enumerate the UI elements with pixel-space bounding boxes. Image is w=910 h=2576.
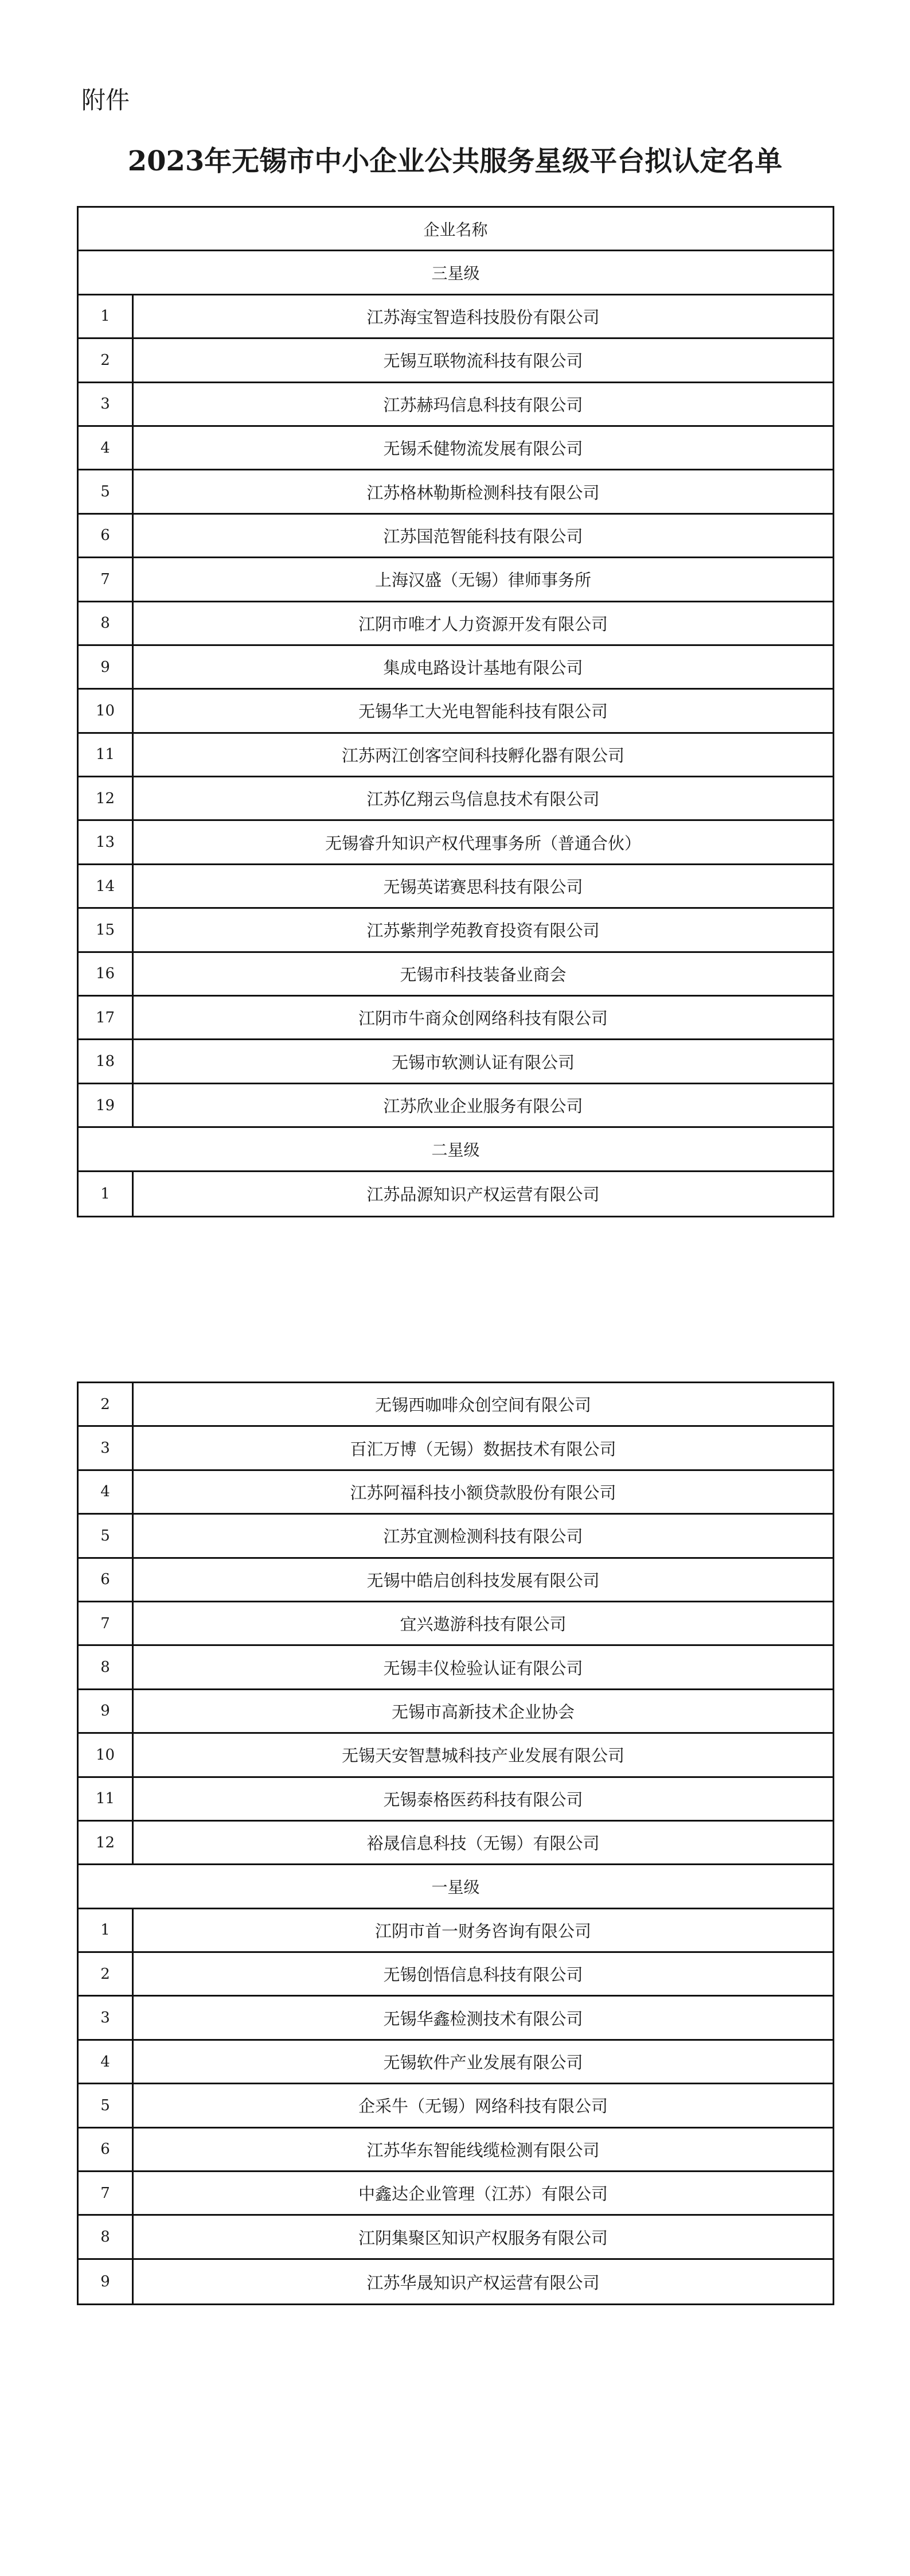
section-title: 一星级 (431, 1877, 480, 1897)
table-row (79, 1734, 833, 1777)
row-number: 8 (79, 602, 134, 644)
company-name: 江苏欣业企业服务有限公司 (383, 1096, 583, 1116)
row-number: 2 (79, 1953, 134, 1995)
row-number: 3 (79, 383, 134, 425)
row-number: 7 (79, 1602, 134, 1644)
row-number: 12 (79, 777, 134, 819)
table-row (79, 953, 833, 997)
company-name: 无锡市科技装备业商会 (400, 964, 567, 985)
company-name: 江苏品源知识产权运营有限公司 (366, 1185, 600, 1205)
row-number: 12 (79, 1822, 134, 1863)
company-name: 江苏阿福科技小额贷款股份有限公司 (350, 1482, 616, 1503)
table-row (79, 2216, 833, 2259)
table-row (79, 865, 833, 909)
table-row (79, 1646, 833, 1690)
company-name: 无锡软件产业发展有限公司 (383, 2053, 583, 2073)
company-name: 无锡创悟信息科技有限公司 (383, 1965, 583, 1985)
table-row (79, 515, 833, 558)
table-row (79, 2041, 833, 2084)
row-number: 1 (79, 295, 134, 337)
company-name: 江阴市牛商众创网络科技有限公司 (358, 1009, 608, 1029)
table-row (79, 1953, 833, 1997)
row-number: 10 (79, 690, 134, 731)
row-number: 4 (79, 1471, 134, 1513)
table-row (79, 1515, 833, 1558)
company-name: 江苏格林勒斯检测科技有限公司 (366, 482, 600, 503)
table-row (79, 602, 833, 646)
company-name: 江阴市唯才人力资源开发有限公司 (358, 614, 608, 634)
row-number: 9 (79, 1690, 134, 1732)
column-header-company-name: 企业名称 (423, 220, 488, 239)
company-name: 江阴集聚区知识产权服务有限公司 (358, 2228, 608, 2248)
row-number: 19 (79, 1084, 134, 1126)
company-name: 无锡市高新技术企业协会 (391, 1702, 575, 1722)
company-name: 集成电路设计基地有限公司 (383, 658, 583, 678)
section-title: 二星级 (431, 1140, 480, 1159)
row-number: 8 (79, 1646, 134, 1688)
company-name: 无锡睿升知识产权代理事务所（普通合伙） (325, 833, 641, 853)
row-number: 1 (79, 1172, 134, 1216)
row-number: 6 (79, 1559, 134, 1601)
table-row (79, 690, 833, 733)
row-number: 13 (79, 821, 134, 863)
table-row (79, 1997, 833, 2040)
table-row (79, 1778, 833, 1822)
table-row (79, 2172, 833, 2216)
annex-label: 附件 (81, 86, 130, 114)
row-number: 11 (79, 734, 134, 776)
table-row (79, 1690, 833, 1734)
table-row (79, 734, 833, 777)
table-row (79, 2084, 833, 2128)
table-row (79, 1084, 833, 1128)
table-row (79, 1559, 833, 1602)
table-row (79, 1040, 833, 1084)
table-row (79, 1172, 833, 1216)
row-number: 17 (79, 997, 134, 1038)
company-name: 江苏赫玛信息科技有限公司 (383, 395, 583, 415)
table-row (79, 909, 833, 952)
row-number: 9 (79, 2260, 134, 2303)
company-name: 宜兴遨游科技有限公司 (400, 1614, 567, 1635)
table-row (79, 997, 833, 1040)
row-number: 4 (79, 427, 134, 469)
table-row (79, 646, 833, 690)
document-title: 2023年无锡市中小企业公共服务星级平台拟认定名单 (127, 145, 783, 177)
company-name: 江苏亿翔云鸟信息技术有限公司 (366, 789, 600, 810)
company-name: 无锡泰格医药科技有限公司 (383, 1789, 583, 1810)
company-name: 江阴市首一财务咨询有限公司 (374, 1921, 591, 1941)
company-name: 裕晟信息科技（无锡）有限公司 (366, 1834, 600, 1854)
company-name: 无锡西咖啡众创空间有限公司 (374, 1395, 591, 1415)
section-header-row (79, 251, 833, 295)
company-name: 无锡英诺赛思科技有限公司 (383, 877, 583, 897)
row-number: 16 (79, 953, 134, 995)
company-name: 江苏华晟知识产权运营有限公司 (366, 2273, 600, 2293)
company-name: 江苏国范智能科技有限公司 (383, 526, 583, 546)
table-row (79, 470, 833, 514)
company-name: 江苏紫荆学苑教育投资有限公司 (366, 921, 600, 941)
table-row (79, 427, 833, 470)
section-header-row (79, 1128, 833, 1172)
row-number: 7 (79, 2172, 134, 2214)
row-number: 11 (79, 1778, 134, 1820)
table-row (79, 1909, 833, 1953)
row-number: 9 (79, 646, 134, 688)
company-name: 企采牛（无锡）网络科技有限公司 (358, 2096, 608, 2116)
row-number: 7 (79, 558, 134, 600)
row-number: 5 (79, 470, 134, 512)
table-row (79, 2260, 833, 2303)
company-name: 上海汉盛（无锡）律师事务所 (374, 570, 591, 590)
row-number: 10 (79, 1734, 134, 1776)
table-row (79, 777, 833, 821)
company-name: 中鑫达企业管理（江苏）有限公司 (358, 2184, 608, 2204)
company-name: 江苏两江创客空间科技孵化器有限公司 (341, 745, 624, 765)
company-list-table-page-1 (77, 206, 834, 1217)
row-number: 14 (79, 865, 134, 907)
row-number: 2 (79, 339, 134, 381)
company-name: 无锡中皓启创科技发展有限公司 (366, 1570, 600, 1590)
table-row (79, 558, 833, 602)
row-number: 2 (79, 1383, 134, 1425)
table-row (79, 295, 833, 339)
row-number: 5 (79, 1515, 134, 1557)
table-row (79, 1602, 833, 1646)
company-name: 无锡华工大光电智能科技有限公司 (358, 702, 608, 722)
table-row (79, 1822, 833, 1865)
company-name: 江苏华东智能线缆检测有限公司 (366, 2140, 600, 2160)
row-number: 3 (79, 1427, 134, 1469)
company-name: 无锡禾健物流发展有限公司 (383, 439, 583, 459)
company-name: 百汇万博（无锡）数据技术有限公司 (350, 1439, 616, 1459)
row-number: 3 (79, 1997, 134, 2038)
company-name: 无锡市软测认证有限公司 (391, 1052, 575, 1072)
row-number: 15 (79, 909, 134, 951)
company-name: 无锡华鑫检测技术有限公司 (383, 2009, 583, 2029)
table-row (79, 339, 833, 383)
company-name: 江苏宜测检测科技有限公司 (383, 1527, 583, 1547)
table-header-row (79, 208, 833, 251)
table-row (79, 1471, 833, 1515)
table-row (79, 1383, 833, 1427)
row-number: 4 (79, 2041, 134, 2083)
company-name: 江苏海宝智造科技股份有限公司 (366, 307, 600, 327)
company-name: 无锡互联物流科技有限公司 (383, 351, 583, 371)
table-row (79, 383, 833, 427)
table-row (79, 1427, 833, 1470)
row-number: 5 (79, 2084, 134, 2126)
row-number: 18 (79, 1040, 134, 1082)
section-title: 三星级 (431, 264, 480, 283)
row-number: 6 (79, 515, 134, 557)
row-number: 8 (79, 2216, 134, 2258)
company-name: 无锡丰仪检验认证有限公司 (383, 1658, 583, 1678)
row-number: 1 (79, 1909, 134, 1951)
row-number: 6 (79, 2128, 134, 2170)
company-list-table-page-2 (77, 1382, 834, 2305)
section-header-row (79, 1865, 833, 1909)
table-row (79, 2128, 833, 2172)
table-row (79, 821, 833, 865)
company-name: 无锡天安智慧城科技产业发展有限公司 (341, 1746, 624, 1766)
